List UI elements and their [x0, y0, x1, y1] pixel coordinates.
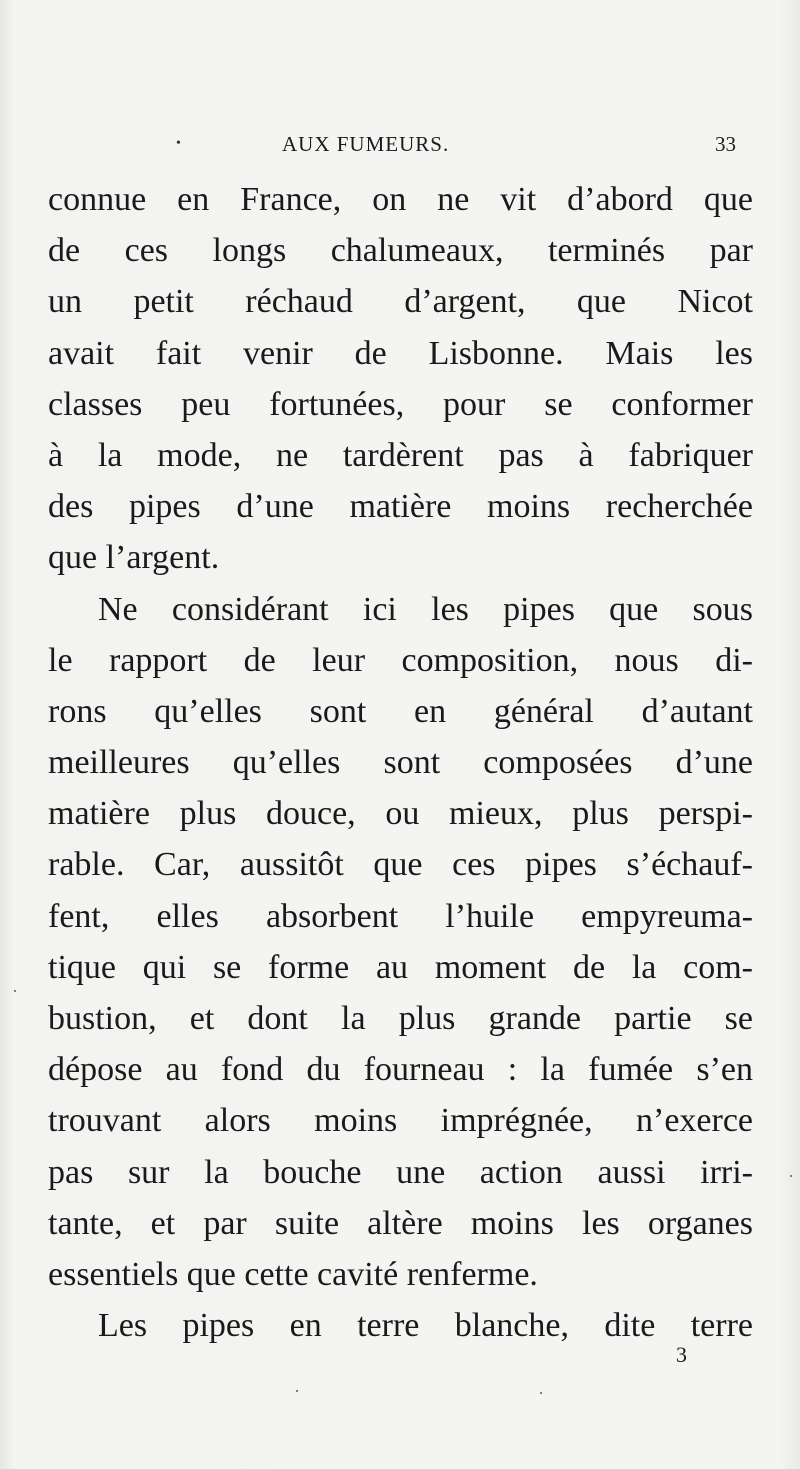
text-line: dépose au fond du fourneau : la fumée s’en [48, 1051, 753, 1089]
text-line: rable. Car, aussitôt que ces pipes s’échauf- [48, 846, 753, 884]
text-line: tique qui se forme au moment de la com- [48, 948, 753, 986]
text-line: le rapport de leur composition, nous di- [48, 641, 753, 679]
running-head [0, 132, 800, 162]
paper-speck [296, 1390, 298, 1392]
paper-speck [14, 990, 16, 992]
paragraph-first-line: Ne considérant ici les pipes que sous [98, 590, 753, 628]
text-line: que l’argent. [48, 539, 220, 577]
text-line: pas sur la bouche une action aussi irri- [48, 1153, 753, 1191]
text-line: fent, elles absorbent l’huile empyreuma- [48, 897, 753, 935]
paper-speck [790, 1175, 792, 1177]
signature-mark: 3 [676, 1342, 687, 1367]
text-line: bustion, et dont la plus grande partie se [48, 1000, 753, 1037]
paragraph-first-line: Les pipes en terre blanche, dite terre [98, 1307, 753, 1345]
text-line: des pipes d’une matière moins recherchée [48, 488, 753, 526]
body-text [48, 174, 753, 1351]
text-line: avait fait venir de Lisbonne. Mais les [48, 334, 753, 372]
ornament-mark: • [176, 136, 181, 151]
text-line: tante, et par suite altère moins les organes [48, 1204, 753, 1242]
page-number: 33 [715, 132, 736, 156]
text-line: meilleures qu’elles sont composées d’une [48, 744, 753, 782]
text-line: rons qu’elles sont en général d’autant [48, 692, 753, 730]
paper-speck [540, 1392, 542, 1394]
text-line: essentiels que cette cavité renferme. [48, 1255, 538, 1293]
text-line: trouvant alors moins imprégnée, n’exerce [48, 1102, 753, 1140]
text-line: un petit réchaud d’argent, que Nicot [48, 283, 753, 321]
running-head-title: AUX FUMEURS. [282, 132, 450, 156]
text-line: de ces longs chalumeaux, terminés par [48, 232, 753, 270]
text-line: classes peu fortunées, pour se conformer [48, 385, 753, 423]
text-line: à la mode, ne tardèrent pas à fabriquer [48, 436, 753, 474]
text-line: connue en France, on ne vit d’abord que [48, 181, 753, 218]
text-line: matière plus douce, ou mieux, plus perspi- [48, 795, 753, 833]
